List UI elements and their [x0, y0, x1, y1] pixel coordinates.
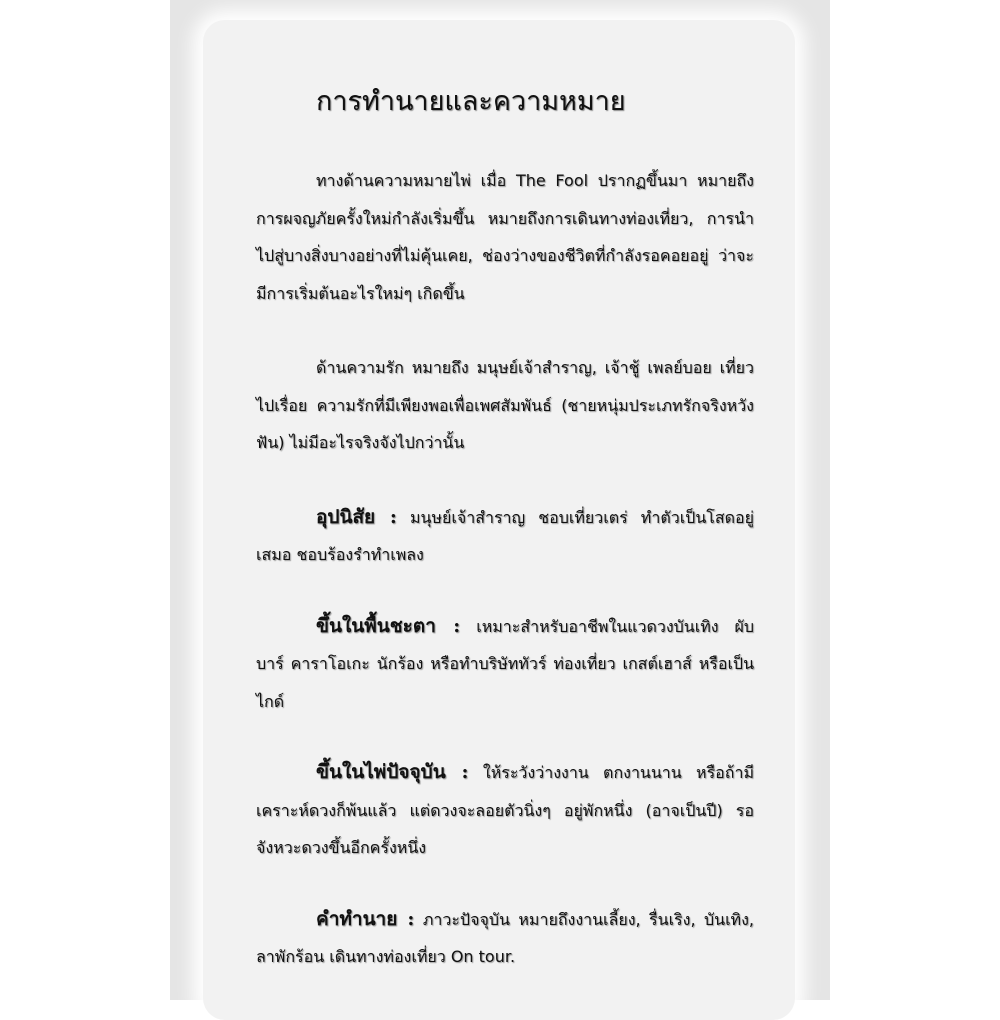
birth-chart-label: ขึ้นในพื้นชะตา : [316, 614, 461, 637]
prediction-section [256, 901, 754, 976]
page-title: การทำนายและความหมาย [316, 86, 626, 117]
prediction-label: คำทำนาย : [316, 907, 415, 930]
current-card-text: ให้ระวังว่างงาน ตกงานนาน หรือถ้ามีเคราะห์ดวงก็พ้นแล้ว แต่ดวงจะลอยตัวนิ่งๆ อยู่พักหนึ่ง (อาจเป็นปี) รอจังหวะดวงขึ้นอีกครั้งหนึ่ง [256, 763, 754, 857]
birth-chart-section [256, 608, 754, 721]
habit-text: มนุษย์เจ้าสำราญ ชอบเที่ยวเตร่ ทำตัวเป็นโสดอยู่เสมอ ชอบร้องรำทำเพลง [256, 507, 754, 564]
prediction-text: ภาวะปัจจุบัน หมายถึงงานเลี้ยง, รื่นเริง, บันเทิง, ลาพักร้อน เดินทางท่องเที่ยว On tour. [256, 909, 754, 966]
meaning-paragraph: ทางด้านความหมายไพ่ เมื่อ The Fool ปรากฏขึ้นมา หมายถึง การผจญภัยครั้งใหม่กำลังเริ่มขึ้น หมายถึงการเดินทางท่องเที่ยว, การนำไปสู่บางสิ่งบางอย่างที่ไม่คุ้นเคย, ช่องว่างของชีวิตที่กำลังรอคอยอยู่ ว่าจะมีการเริ่มต้นอะไรใหม่ๆ เกิดขึ้น [256, 171, 754, 303]
love-paragraph: ด้านความรัก หมายถึง มนุษย์เจ้าสำราญ, เจ้าชู้ เพลย์บอย เที่ยวไปเรื่อย ความรักที่มีเพียงพอเพื่อเพศสัมพันธ์ (ชายหนุ่มประเภทรักจริงหวังฟัน) ไม่มีอะไรจริงจังไปกว่านั้น [256, 358, 754, 452]
birth-chart-text: เหมาะสำหรับอาชีพในแวดวงบันเทิง ผับ บาร์ คาราโอเกะ นักร้อง หรือทำบริษัททัวร์ ท่องเที่ยว เกสต์เฮาส์ หรือเป็นไกด์ [256, 616, 754, 711]
article [256, 80, 754, 976]
habit-label: อุปนิสัย : [316, 505, 397, 528]
habit-section [256, 499, 754, 574]
current-card-section [256, 754, 754, 867]
current-card-label: ขึ้นในไพ่ปัจจุบัน : [316, 761, 469, 783]
